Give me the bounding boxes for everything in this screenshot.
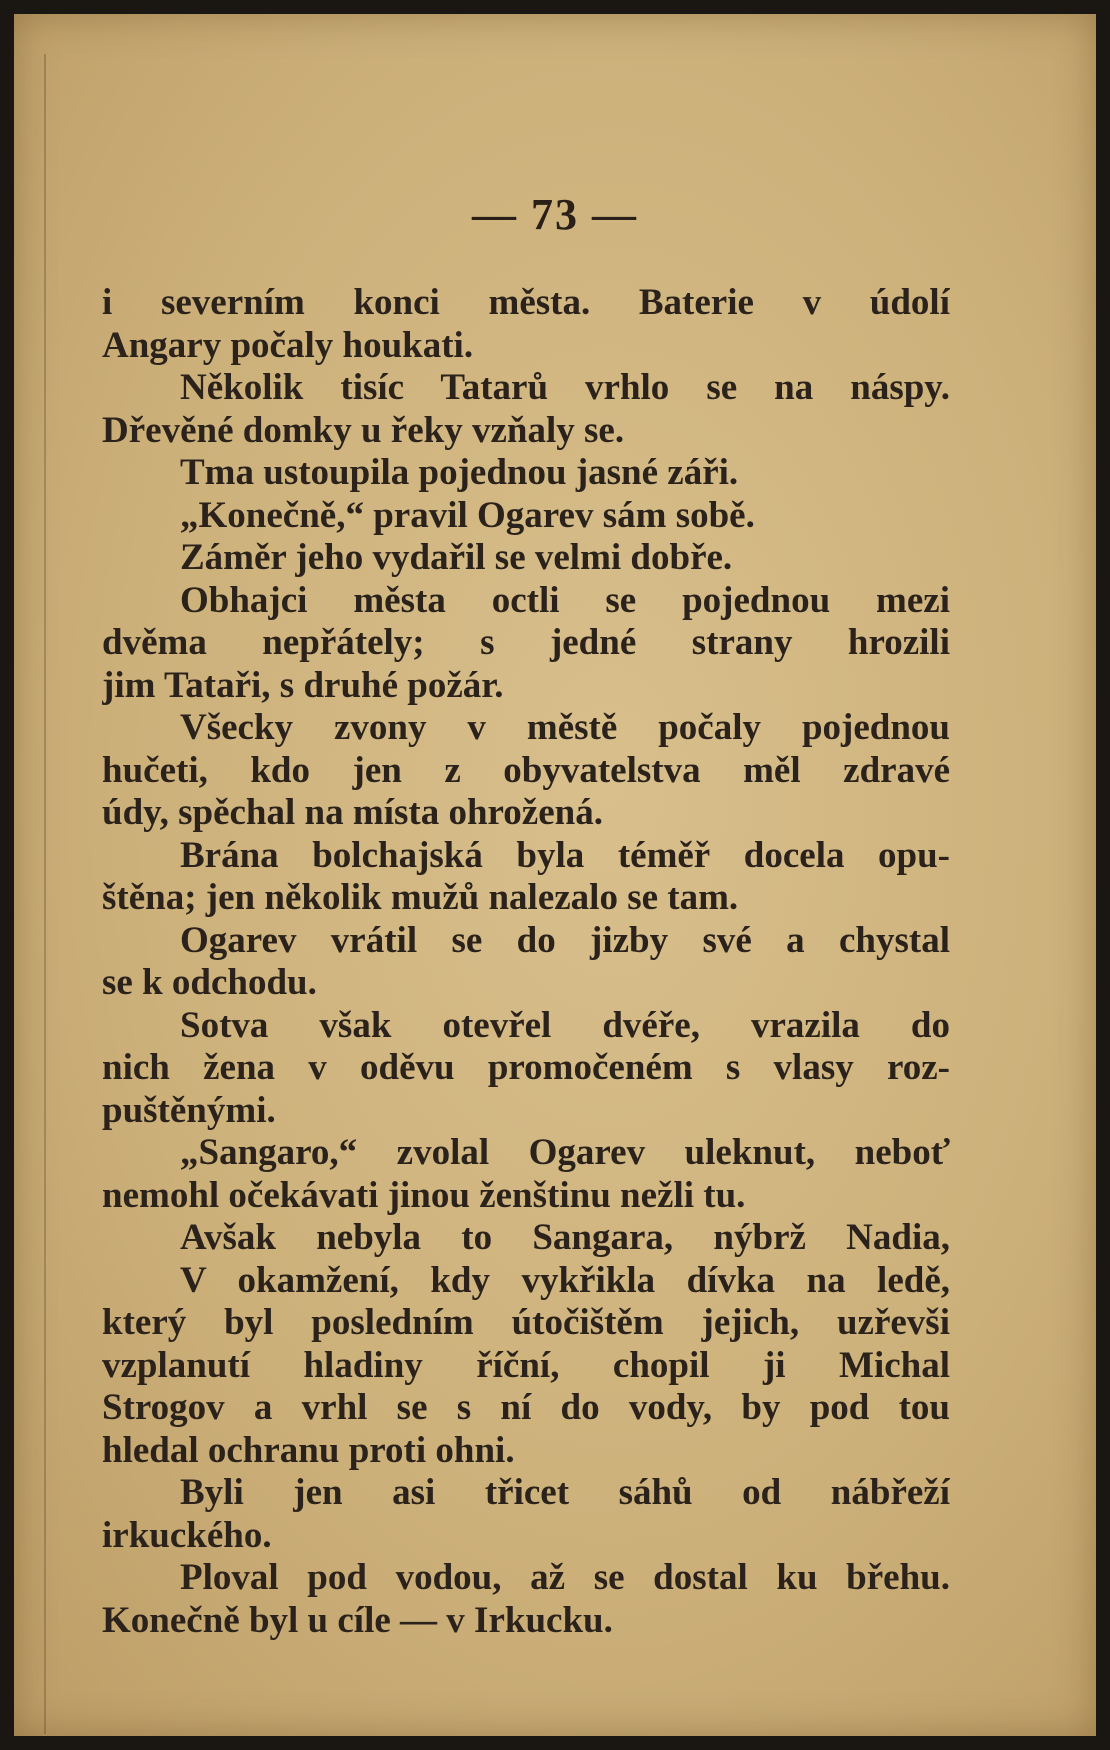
text-line: Sotva však otevřel dvéře, vrazila do <box>180 1004 950 1046</box>
text-line: Ploval pod vodou, až se dostal ku břehu. <box>180 1557 950 1598</box>
text-line: nemohl očekávati jinou ženštinu nežli tu. <box>102 1174 746 1216</box>
text-line: Obhajci města octli se pojednou mezi <box>180 579 950 621</box>
text-line: Záměr jeho vydařil se velmi dobře. <box>180 537 733 578</box>
text-line: Strogov a vrhl se s ní do vody, by pod tou <box>102 1387 950 1428</box>
text-line: dvěma nepřátely; s jedné strany hrozili <box>102 622 950 663</box>
text-line: Několik tisíc Tatarů vrhlo se na náspy. <box>180 367 950 408</box>
text-line: irkuckého. <box>102 1514 272 1556</box>
text-line: Dřevěné domky u řeky vzňaly se. <box>102 409 625 451</box>
text-line: „Sangaro,“ zvolal Ogarev uleknut, neboť <box>180 1132 950 1173</box>
text-line: který byl posledním útočištěm jejich, uzřevši <box>102 1302 950 1343</box>
text-line: hledal ochranu proti ohni. <box>102 1429 515 1471</box>
page-number: — 73 — <box>472 190 638 239</box>
text-line: puštěnými. <box>102 1089 276 1131</box>
text-line: vzplanutí hladiny říční, chopil ji Michal <box>102 1344 950 1386</box>
page-gutter-edge <box>44 54 46 1734</box>
text-line: Všecky zvony v městě počaly pojednou <box>180 707 950 748</box>
text-line: Tma ustoupila pojednou jasné záři. <box>180 452 739 493</box>
text-line: údy, spěchal na místa ohrožená. <box>102 792 603 833</box>
text-line: V okamžení, kdy vykřikla dívka na ledě, <box>180 1259 950 1301</box>
text-line: Brána bolchajská byla téměř docela opu- <box>180 834 950 876</box>
text-line: „Konečně,“ pravil Ogarev sám sobě. <box>180 494 755 536</box>
book-page <box>14 14 1096 1736</box>
text-line: nich žena v oděvu promočeném s vlasy roz- <box>102 1047 950 1088</box>
text-line: štěna; jen několik mužů nalezalo se tam. <box>102 877 739 918</box>
text-line: Ogarev vrátil se do jizby své a chystal <box>180 919 950 961</box>
text-line: Avšak nebyla to Sangara, nýbrž Nadia, <box>180 1217 950 1258</box>
text-line: jim Tataři, s druhé požár. <box>102 664 504 706</box>
text-line: i severním konci města. Baterie v údolí <box>102 282 950 323</box>
text-line: Angary počaly houkati. <box>102 324 474 366</box>
text-line: Byli jen asi třicet sáhů od nábřeží <box>180 1472 950 1513</box>
text-line: Konečně byl u cíle — v Irkucku. <box>102 1599 613 1641</box>
text-line: hučeti, kdo jen z obyvatelstva měl zdravé <box>102 749 950 791</box>
body-text <box>102 282 950 1642</box>
text-line: se k odchodu. <box>102 962 317 1003</box>
